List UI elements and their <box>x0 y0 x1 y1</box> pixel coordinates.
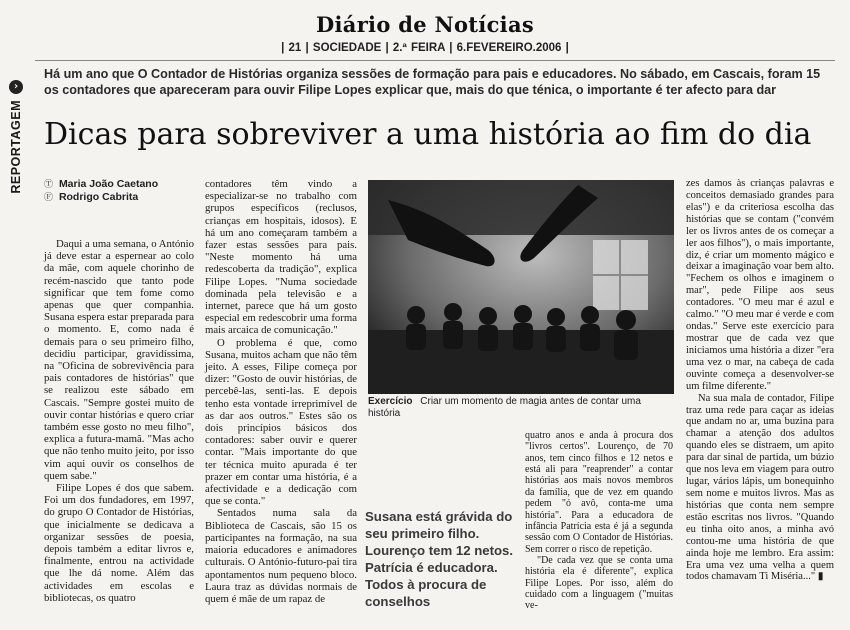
byline-text-author-row <box>44 178 204 191</box>
byline-photo-author: Rodrigo Cabrita <box>58 191 139 203</box>
pull-quote: Susana está grávida do seu primeiro filho. Lourenço tem 12 netos. Patrícia é educadora. Todos à procura de conselhos <box>365 509 514 609</box>
paragraph: Na sua mala de contador, Filipe traz uma rede para caçar as ideias que andam no ar, uma buzina para chamar a atenção dos adultos quando eles se distraem, um apito para dar sinal de partida, um búzio que nos leva em viagem para outro lugar, vários lápis, um bonequinho sem nome e muitos livros. Mas as histórias que conta nem sempre estão escritas nos livros. "Quando eu tinha oito anos, a minha avó contou-me uma história de que ainda hoje me lembro. Era assim: Era uma vez uma velha a quem todos chamavam Ti Miséria..." ▮ <box>686 392 834 583</box>
article-headline: Dicas para sobreviver a uma história ao fim do dia <box>44 117 812 152</box>
paragraph: O problema é que, como Susana, muitos acham que não têm jeito. A esses, Filipe começa por dizer: "Gosto de ouvir histórias, de percebê-las, senti-las. E depois tenho esta vontade irreprimível de as dar aos outros." Estes são os dois princípios básicos dos contadores: saber ouvir e querer contar. "Mais importante do que ter técnica muito apurada é ter prazer em contar uma história, é a afectividade e a dedicação com que se conta." <box>205 336 357 508</box>
paragraph: Daqui a uma semana, o António já deve estar a espernear ao colo da mãe, com aquele chorinho de recém-nascido que tanto pode significar que tem fome como apenas que quer companhia. Susana espera estar preparada para o momento. E, como nada é demais para o seu primeiro filho, decidiu participar, gravidíssima, na "Oficina de sobrevivência para pais contadores de histórias" que se realizou este sábado em Cascais. "Sempre gostei muito de ouvir contar histórias e quero criar também esse gosto no meu filho", explica a futura-mamã. "Mas acho que não tenho muito jeito, por isso vim aqui ouvir os conselhos de quem sabe." <box>44 238 194 482</box>
header-rule <box>35 60 835 61</box>
article-column-4 <box>686 178 834 583</box>
photo-caption <box>368 396 674 420</box>
article-column-1 <box>44 238 194 604</box>
arrow-right-icon: › <box>9 80 23 94</box>
section-marker <box>6 80 26 194</box>
text-credit-icon: Ⓣ <box>44 179 54 189</box>
newspaper-masthead: Diário de Notícias <box>316 12 534 37</box>
caption-text: Criar um momento de magia antes de contar uma história <box>368 396 641 419</box>
paragraph: Sentados numa sala da Biblioteca de Cascais, são 15 os participantes na formação, na sua maioria educadores e animadores culturais. O António-futuro-pai tira apontamentos num pequeno bloco. Laura traz as dúvidas normais de quem é mãe de um rapaz de <box>205 507 357 605</box>
photo-credit-icon: Ⓕ <box>44 192 54 202</box>
dateline: | 21 | SOCIEDADE | 2.ª FEIRA | 6.FEVEREIRO.2006 | <box>281 42 569 54</box>
byline-text-author: Maria João Caetano <box>58 178 159 190</box>
byline <box>44 178 204 204</box>
paragraph: zes damos às crianças palavras e conceitos demasiado grandes para elas") e da criteriosa escolha das histórias que se contam ("convém ler os livros antes de os começar a ler aos filhos"), o mais importante, diz, é criar um momento mágico e deixar a imaginação voar bem alto. "Fechem os olhos e imaginem o mar", pede Filipe aos seus contadores. "O meu mar é azul e calmo." "O meu mar é verde e com ondas." Serve este exercício para mostrar que de cada vez que iniciamos uma história a dizer "era uma vez o mar, na cabeça de cada ouvinte começa a desenvolver-se um filme diferente." <box>686 178 834 392</box>
article-lead: Há um ano que O Contador de Histórias organiza sessões de formação para pais e educadores. No sábado, em Cascais, foram 15 os contadores que apareceram para ouvir Filipe Lopes explicar que, mais do que ténica, o importante é ter afecto para dar <box>44 67 821 97</box>
article-column-2 <box>205 178 357 605</box>
byline-photo-author-row <box>44 191 204 204</box>
paragraph: Filipe Lopes é dos que sabem. Foi um dos fundadores, em 1997, do grupo O Contador de Histórias, que inicialmente se dedicava a organizar sessões de poesia, depois também a editar livros e, finalmente, entrou na actividade que lhe dá nome. Além das actividades em escolas e bibliotecas, os quatro <box>44 482 194 604</box>
article-photo <box>368 180 674 394</box>
photo-illustration <box>368 180 674 394</box>
caption-tag: Exercício <box>368 396 413 407</box>
paragraph: quatro anos e anda à procura dos "livros certos". Lourenço, de 70 anos, tem cinco filhos e 12 netos e está ali para "reaprender" a contar histórias aos mais novos membros da família, que de vez em quando pedem "ó avô, conta-me uma história". Para a educadora de infância Patrícia esta é já a segunda sessão com O Contador de Histórias. Sem correr o risco de repetição. <box>525 430 673 555</box>
section-label: REPORTAGEM <box>9 100 23 194</box>
paragraph: "De cada vez que se conta uma história ela é diferente", explica Filipe Lopes. Por isso, além do cuidado com a linguagem ("muitas ve- <box>525 554 673 612</box>
paragraph: contadores têm vindo a especializar-se no trabalho com grupos específicos (reclusos, crianças em hospitais, idosos). E há um ano começaram também a fazer estas sessões para pais. "Neste momento há uma redescoberta da tradição", explica Filipe Lopes. "Numa sociedade dominada pela televisão e a internet, parece que há um gosto especial em redescobrir uma forma mais arcaica de comunicação." <box>205 178 357 337</box>
article-column-3 <box>525 430 673 612</box>
